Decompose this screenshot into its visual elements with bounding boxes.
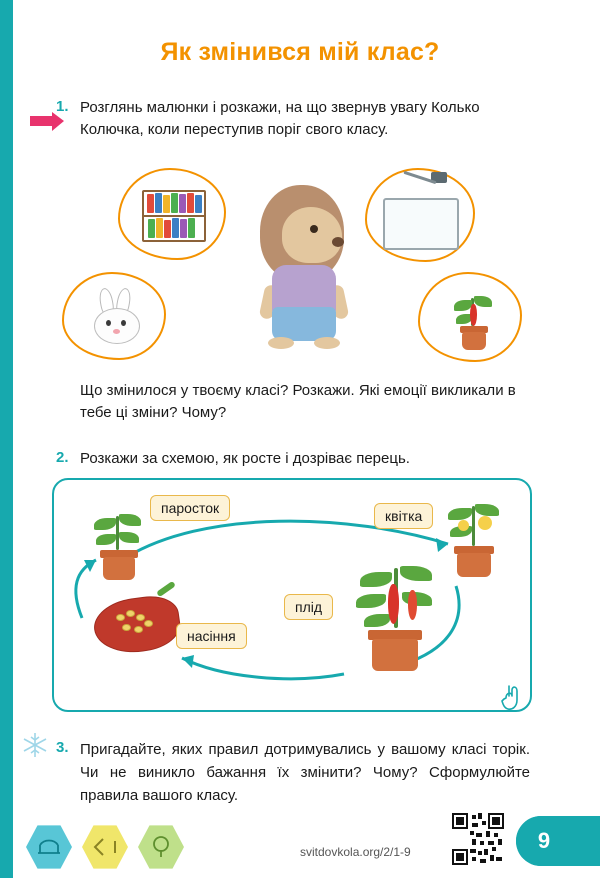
cloud-potted-plant [418, 272, 522, 362]
badge-arrows[interactable] [82, 824, 128, 870]
task-3-text: Пригадайте, яких правил дотримувались у вашому класі торік. Чи не виникло бажання їх змінити? Чому? Сформулюйте правила вашого класу. [80, 741, 530, 804]
pink-arrow-marker [30, 112, 64, 134]
pointing-hand-icon [498, 682, 524, 712]
pepper-seeds-illustration [94, 582, 182, 658]
flowering-plant-illustration [440, 500, 510, 580]
task-3-number: 3. [56, 739, 69, 756]
cloud-whiteboard [365, 168, 475, 262]
badge-bridge[interactable] [26, 824, 72, 870]
task-2-number: 2. [56, 449, 69, 466]
bookshelf-icon [142, 190, 206, 242]
left-accent-bar [0, 0, 13, 878]
scheme-label-parostok: паросток [150, 495, 230, 521]
page-number: 9 [516, 816, 572, 866]
potted-pepper-icon [446, 288, 500, 352]
page-title: Як змінився мій клас? [160, 38, 440, 66]
badge-tree[interactable] [138, 824, 184, 870]
scheme-label-nasinnia: насіння [176, 623, 247, 649]
rabbit-icon [90, 288, 142, 346]
whiteboard-icon [367, 170, 473, 260]
hedgehog-character [252, 185, 356, 355]
cloud-bookshelf [118, 168, 226, 260]
task-1-number: 1. [56, 98, 69, 115]
scheme-label-plid: плід [284, 594, 333, 620]
seedling-illustration [84, 508, 154, 582]
task-1-text: Розглянь малюнки і розкажи, на що звернув увагу Колько Колючка, коли переступив поріг свого класу. [80, 99, 480, 138]
task-2-text: Розкажи за схемою, як росте і дозріває перець. [80, 450, 410, 467]
footer-url[interactable]: svitdovkola.org/2/1-9 [300, 845, 411, 859]
scheme-label-kvitka: квітка [374, 503, 433, 529]
fruiting-plant-illustration [344, 560, 450, 676]
qr-code[interactable] [452, 813, 504, 865]
cloud-rabbit [62, 272, 166, 360]
snowflake-icon [20, 730, 50, 760]
question-paragraph: Що змінилося у твоєму класі? Розкажи. Які емоції викликали в тебе ці зміни? Чому? [80, 382, 516, 421]
footer-badges [26, 824, 206, 870]
